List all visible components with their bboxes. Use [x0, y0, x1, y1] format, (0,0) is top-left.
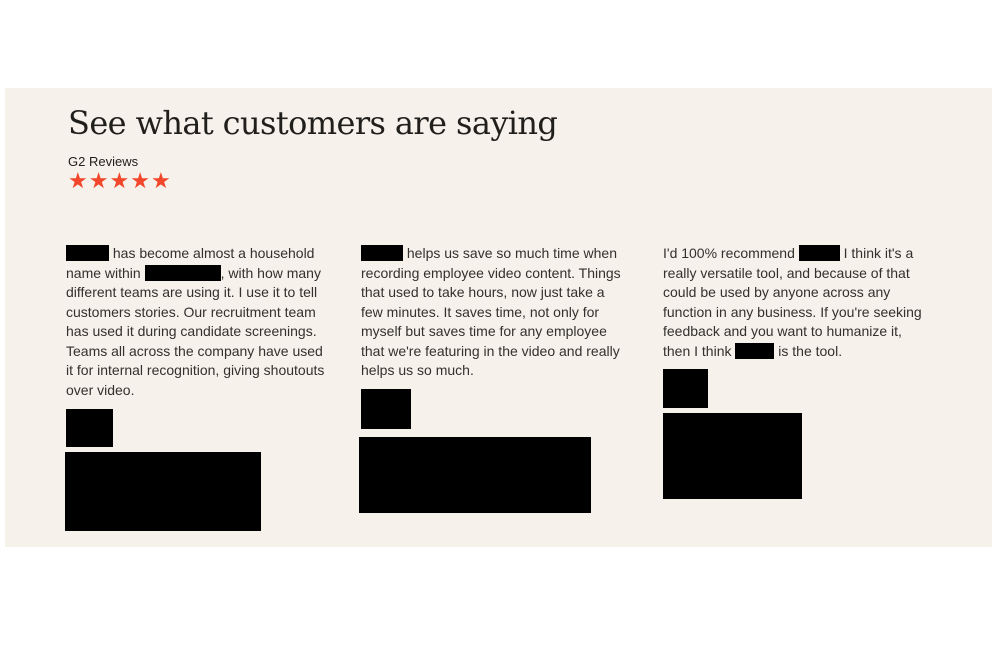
- quote-text: I think it's a really versatile tool, and because of that could be used by anyone across any function in any business. If you're seeking feedback and you want to humanize it, then I think: [663, 245, 922, 359]
- star-icon: ★: [130, 168, 151, 193]
- testimonial-card-2: [361, 244, 623, 381]
- testimonials-section: [5, 88, 992, 547]
- redacted-reviewer-identity: [359, 437, 591, 513]
- testimonial-card-1: [66, 244, 328, 400]
- testimonial-quote-1: [66, 244, 328, 400]
- redacted-reviewer-avatar: [66, 409, 113, 447]
- review-source-label: G2 Reviews: [68, 154, 139, 169]
- quote-text: , with how many different teams are using it. I use it to tell customers stories. Our recruitment team has used it during candidate screenings. Teams all across the company have used it for internal recognition, giving shoutouts over video.: [66, 264, 325, 398]
- redacted-reviewer-avatar: [361, 389, 411, 429]
- redacted-reviewer-identity: [65, 452, 261, 531]
- redacted-product-name: [66, 245, 109, 261]
- star-icon: ★: [109, 168, 131, 193]
- quote-text: I'd 100% recommend: [663, 245, 799, 261]
- star-icon: ★: [88, 168, 110, 193]
- redacted-product-name: [361, 245, 403, 261]
- quote-text: has become almost a household name within: [66, 245, 315, 281]
- star-icon: ★: [150, 168, 172, 193]
- testimonial-quote-3: [663, 244, 925, 361]
- redacted-reviewer-avatar: [663, 369, 708, 408]
- star-rating: [68, 170, 172, 192]
- quote-text: is the tool.: [774, 342, 843, 359]
- section-title: See what customers are saying: [68, 104, 558, 142]
- redacted-company-name: [145, 265, 221, 281]
- star-icon: ★: [68, 168, 89, 193]
- redacted-product-name: [735, 343, 774, 359]
- redacted-product-name: [799, 245, 840, 261]
- testimonial-card-3: [663, 244, 925, 361]
- redacted-reviewer-identity: [663, 413, 802, 499]
- quote-text: helps us save so much time when recording employee video content. Things that used to take hours, now just take a few minutes. It saves time, not only for myself but saves time for any employee that we're featuring in the video and really helps us so much.: [361, 245, 621, 378]
- testimonial-quote-2: [361, 244, 623, 381]
